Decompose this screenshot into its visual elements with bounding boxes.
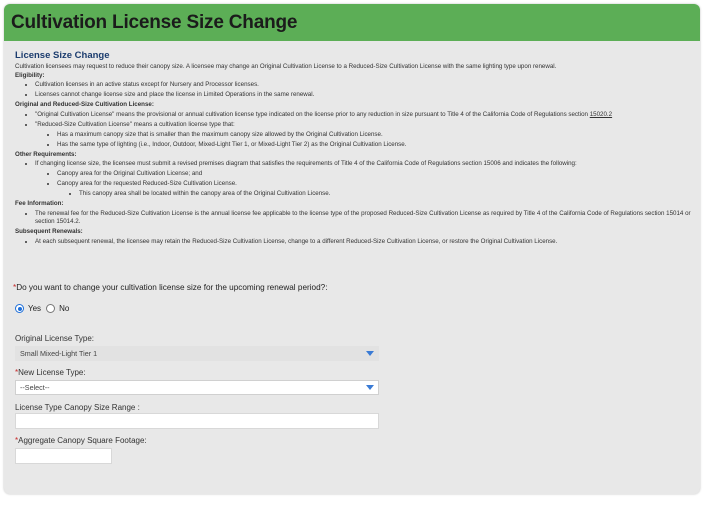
aggregate-canopy-label bbox=[15, 436, 147, 445]
list-subitem bbox=[57, 180, 695, 199]
original-license-type-select bbox=[15, 346, 379, 361]
list-item bbox=[35, 111, 695, 120]
other-requirements-list bbox=[15, 160, 695, 199]
new-license-type-label bbox=[15, 368, 86, 377]
size-change-radio-group bbox=[15, 304, 69, 313]
no-radio[interactable] bbox=[46, 304, 55, 313]
list-item bbox=[35, 160, 695, 199]
other-requirements-heading: Other Requirements: bbox=[15, 150, 77, 158]
original-reduced-heading: Original and Reduced-Size Cultivation License: bbox=[15, 101, 154, 109]
canopy-size-range-label: License Type Canopy Size Range : bbox=[15, 403, 140, 412]
info-section bbox=[15, 50, 695, 248]
required-marker: * bbox=[15, 436, 19, 445]
no-label[interactable]: No bbox=[59, 304, 70, 313]
renewals-list bbox=[15, 238, 695, 247]
list-item: • At each subsequent renewal, the licensee may retain the Reduced-Size Cultivation License, change to a different Reduced-Size Cultivation License, or restore the Original Cultivation License. bbox=[35, 238, 695, 247]
intro-text: Cultivation licensees may request to reduce their canopy size. A licensee may change an Original Cultivation License to a Reduced-Size Cultivation License with the same lighting type upon renewal. bbox=[15, 63, 557, 70]
canopy-size-range-field[interactable] bbox=[15, 413, 379, 429]
size-change-question bbox=[13, 283, 328, 292]
list-item: • The renewal fee for the Reduced-Size Cultivation License is the annual license fee applicable to the license type of the proposed Reduced-Size Cultivation License as required by Title 4 of the California Code of Regulations section 15014 or section 15014.2. bbox=[35, 210, 695, 228]
yes-label[interactable]: Yes bbox=[28, 304, 42, 313]
list-item: • Licenses cannot change license size and place the license in Limited Operations in the same renewal. bbox=[35, 91, 695, 100]
list-subsubitem: • This canopy area shall be located within the canopy area of the Original Cultivation License. bbox=[79, 190, 695, 199]
required-marker: * bbox=[15, 368, 19, 377]
eligibility-list bbox=[15, 81, 695, 100]
list-subitem: • Canopy area for the Original Cultivation License; and bbox=[57, 170, 695, 179]
regulation-link[interactable]: 15020.2 bbox=[589, 110, 613, 118]
new-license-type-select[interactable] bbox=[15, 380, 379, 395]
fee-heading: Fee Information: bbox=[15, 199, 64, 207]
page-header bbox=[4, 4, 700, 41]
list-item-text: "Original Cultivation License" means the provisional or annual cultivation license type indicated on the license prior to any reduction in size pursuant to Title 4 of the California Code of Regulations section bbox=[35, 110, 590, 118]
renewals-heading: Subsequent Renewals: bbox=[15, 228, 83, 236]
list-item-text: "Reduced-Size Cultivation License" means a cultivation license type that: bbox=[35, 120, 235, 128]
fee-list bbox=[15, 210, 695, 228]
original-license-type-label: Original License Type: bbox=[15, 334, 95, 343]
aggregate-canopy-label-text: Aggregate Canopy Square Footage: bbox=[18, 436, 147, 445]
list-subitem-text: Canopy area for the requested Reduced-Size Cultivation License. bbox=[57, 180, 237, 188]
list-item bbox=[35, 121, 695, 150]
chevron-down-icon[interactable] bbox=[366, 385, 374, 390]
required-marker: * bbox=[13, 283, 17, 292]
list-subitem: • Has a maximum canopy size that is smaller than the maximum canopy size allowed by the Original Cultivation License. bbox=[57, 131, 695, 140]
original-reduced-list bbox=[15, 111, 695, 150]
chevron-down-icon bbox=[366, 351, 374, 356]
list-item-text: If changing license size, the licensee must submit a revised premises diagram that satisfies the requirements of Title 4 of the California Code of Regulations section 15006 and indicates the following: bbox=[35, 160, 577, 168]
list-subitem: • Has the same type of lighting (i.e., Indoor, Outdoor, Mixed-Light Tier 1, or Mixed-Light Tier 2) as the Original Cultivation License. bbox=[57, 141, 695, 150]
list-item: • Cultivation licenses in an active status except for Nursery and Processor licenses. bbox=[35, 81, 695, 90]
yes-radio[interactable] bbox=[15, 304, 24, 313]
section-title: License Size Change bbox=[15, 50, 110, 61]
aggregate-canopy-field[interactable] bbox=[15, 448, 112, 464]
question-text: Do you want to change your cultivation license size for the upcoming renewal period?: bbox=[16, 283, 328, 292]
new-license-type-value: --Select-- bbox=[20, 383, 50, 392]
original-license-type-value: Small Mixed-Light Tier 1 bbox=[20, 349, 98, 358]
page-title: Cultivation License Size Change bbox=[11, 11, 298, 33]
new-license-type-label-text: New License Type: bbox=[18, 368, 86, 377]
eligibility-heading: Eligibility: bbox=[15, 71, 45, 79]
